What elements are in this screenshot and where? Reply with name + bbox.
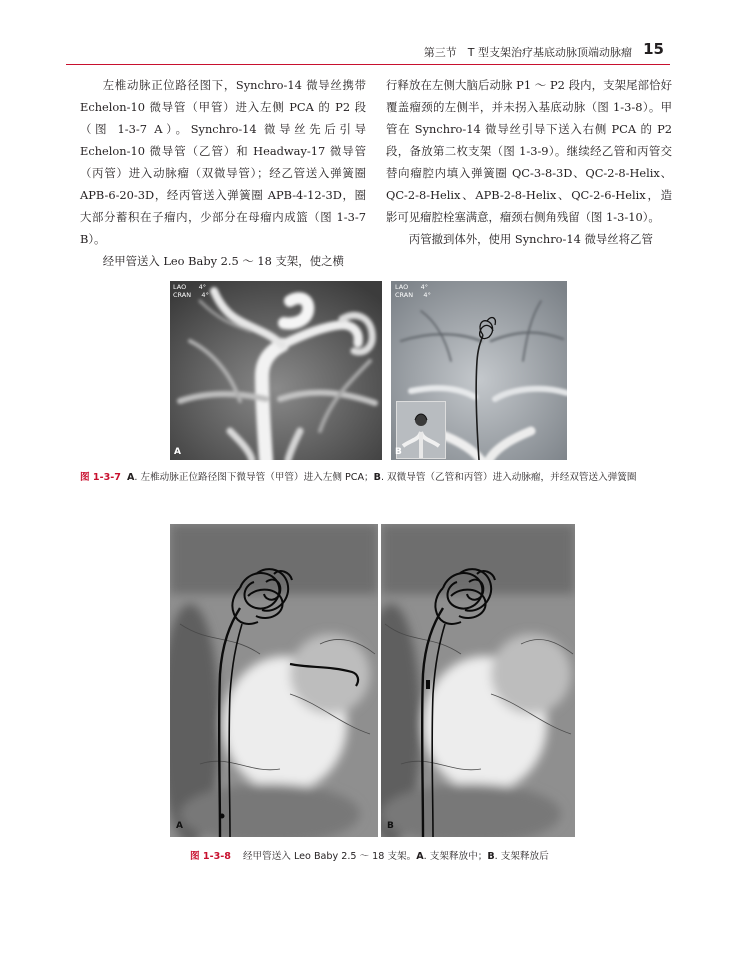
figure-number: 图 1-3-7 xyxy=(80,472,121,483)
angiogram-image-a xyxy=(170,281,382,460)
paragraph: 行释放在左侧大脑后动脉 P1 ～ P2 段内，支架尾部恰好覆盖瘤颈的左侧半，并未拐入基底动脉（图 1-3-8）。甲管在 Synchro-14 微导丝引导下送入右侧 PCA 的 P2 段，备放第二枚支架（图 1-3-9）。继续经乙管和丙管交替向瘤腔内填入弹簧圈 QC-3-8-3D、QC-2-8-Helix、QC-2-8-Helix、APB-2-8-Helix、QC-2-6-Helix，造影可见瘤腔栓塞满意，瘤颈右侧角残留（图 1-3-10）。 xyxy=(386,78,672,224)
panel-label: A xyxy=(174,447,181,457)
panel-label: A xyxy=(176,821,183,831)
panel-label: B xyxy=(387,821,394,831)
panel-label: B xyxy=(395,447,402,457)
paragraph: 经甲管送入 Leo Baby 2.5 ～ 18 支架，使之横 xyxy=(102,254,344,268)
caption-text: . 支架释放中； xyxy=(423,851,488,862)
caption-text: . 左椎动脉正位路径图下微导管（甲管）进入左侧 PCA； xyxy=(134,472,374,483)
header-rule xyxy=(66,64,670,65)
page-number: 15 xyxy=(643,40,664,58)
caption-letter: B xyxy=(373,472,381,483)
figure-1-3-8 xyxy=(170,524,575,837)
angle-overlay: LAO 4° CRAN 4° xyxy=(395,283,431,299)
inset-image xyxy=(396,401,446,459)
caption-text: . 支架释放后 xyxy=(494,851,549,862)
figure-caption xyxy=(80,470,670,485)
running-header xyxy=(0,32,730,66)
text-column-left xyxy=(80,74,366,272)
caption-letter: B xyxy=(487,851,495,862)
section-title: 第三节 T 型支架治疗基底动脉顶端动脉瘤 xyxy=(423,46,632,59)
angiogram-image-a xyxy=(170,524,378,837)
figure-1-3-7 xyxy=(170,281,567,460)
paragraph: 丙管撤到体外，使用 Synchro-14 微导丝将乙管 xyxy=(408,232,653,246)
caption-text: 经甲管送入 Leo Baby 2.5 ～ 18 支架。 xyxy=(242,851,417,862)
angle-overlay: LAO 4° CRAN 4° xyxy=(173,283,209,299)
caption-letter: A xyxy=(416,851,424,862)
paragraph: 左椎动脉正位路径图下，Synchro-14 微导丝携带 Echelon-10 微导管（甲管）进入左侧 PCA 的 P2 段（图 1-3-7 A）。Synchro-14 微导丝先后引导 Echelon-10 微导管（乙管）和 Headway-17 微导管（丙管）进入动脉瘤（双微导管）；经乙管送入弹簧圈 APB-6-20-3D，经丙管送入弹簧圈 APB-4-12-3D，圈大部分蓄积在子瘤内，少部分在母瘤内成篮（图 1-3-7 B）。 xyxy=(80,78,366,246)
text-column-right xyxy=(386,74,672,250)
caption-text: . 双微导管（乙管和丙管）进入动脉瘤，并经双管送入弹簧圈 xyxy=(380,472,637,483)
caption-letter: A xyxy=(126,472,135,483)
figure-number: 图 1-3-8 xyxy=(190,851,231,862)
figure-caption xyxy=(190,849,710,864)
angiogram-image-b xyxy=(391,281,567,460)
angiogram-image-b xyxy=(381,524,575,837)
